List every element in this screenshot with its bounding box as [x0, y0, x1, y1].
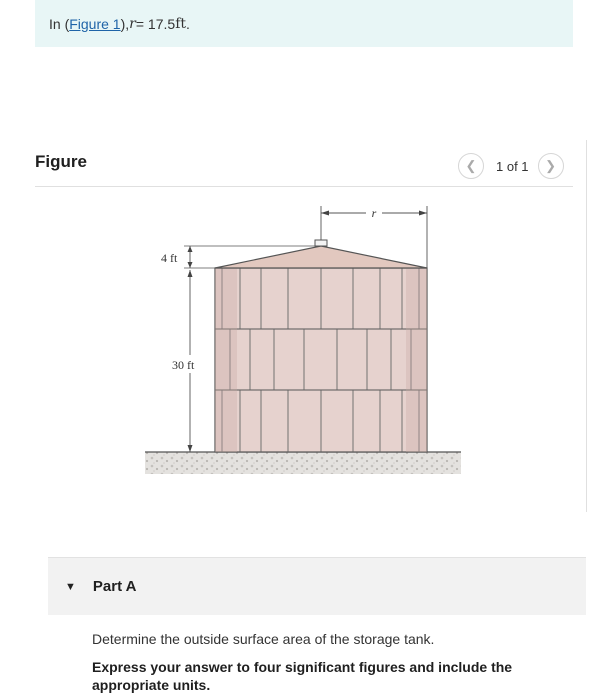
figure-divider: [35, 186, 573, 187]
given-statement: [35, 0, 573, 47]
answer-instruction: Express your answer to four significant figures and include the appropriate units.: [92, 659, 513, 693]
given-prefix: In (: [49, 15, 70, 32]
part-a-title: Part A: [92, 578, 137, 595]
figure-counter: 1 of 1: [496, 158, 529, 174]
given-suffix: ),: [120, 15, 130, 32]
given-equals: = 17.5: [135, 15, 176, 32]
tank-roof: [215, 240, 427, 268]
given-unit: ft: [175, 15, 186, 32]
tank-wall: [215, 268, 427, 452]
storage-tank-diagram: [140, 200, 470, 485]
wall-height-label: 30 ft: [172, 358, 195, 372]
radius-label: r: [371, 206, 377, 220]
question-text: Determine the outside surface area of the storage tank.: [92, 631, 435, 647]
figure-link[interactable]: Figure 1: [69, 15, 121, 32]
chevron-left-icon[interactable]: ❮: [458, 153, 484, 179]
figure-pagination: [458, 152, 564, 180]
chevron-right-icon[interactable]: ❯: [538, 153, 564, 179]
ground: [145, 452, 461, 474]
roof-height-label: 4 ft: [161, 251, 178, 265]
figure-heading: Figure: [35, 152, 87, 171]
given-period: .: [186, 15, 190, 32]
caret-down-icon[interactable]: ▼: [65, 580, 76, 593]
right-divider: [586, 140, 587, 512]
part-a-header[interactable]: [48, 557, 586, 615]
radius-variable: r: [129, 15, 136, 32]
